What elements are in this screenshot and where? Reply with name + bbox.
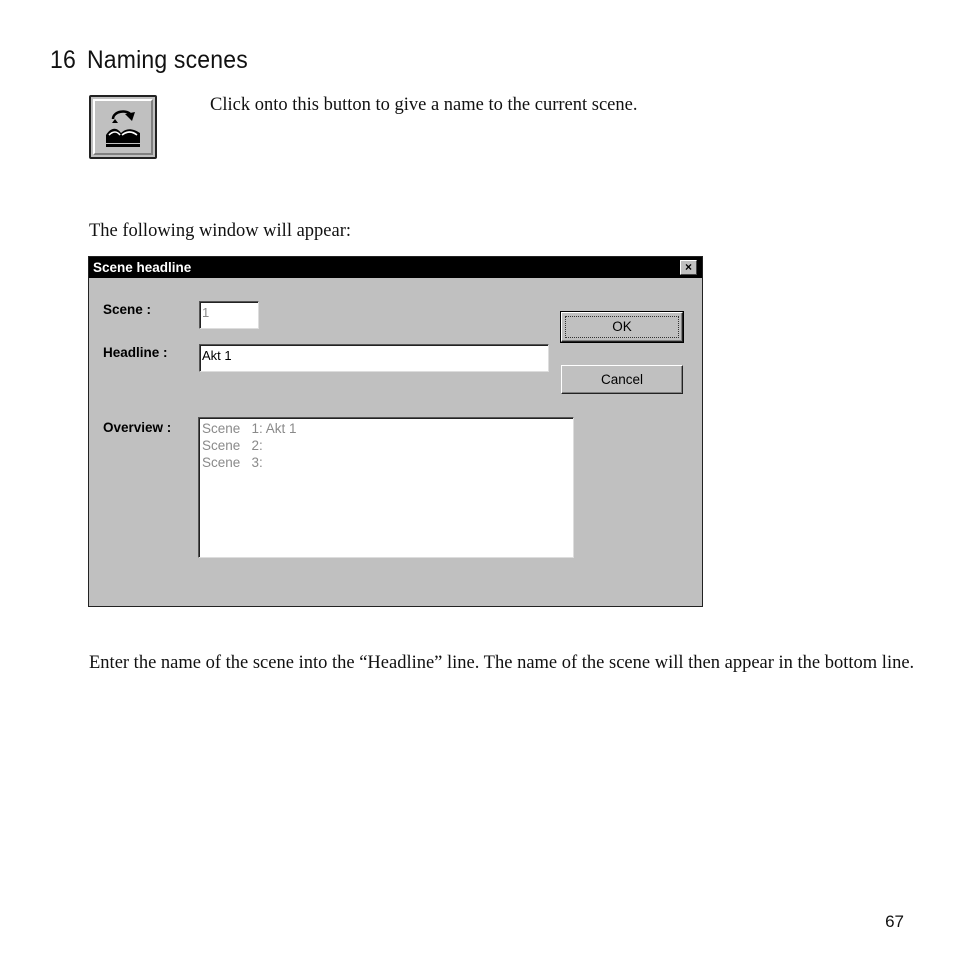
cancel-button[interactable]: Cancel bbox=[561, 365, 683, 394]
scene-number-field[interactable]: 1 bbox=[199, 301, 259, 329]
overview-list[interactable] bbox=[198, 417, 574, 558]
window-intro-text: The following window will appear: bbox=[89, 221, 352, 241]
headline-label: Headline : bbox=[103, 345, 168, 360]
list-item[interactable]: Scene 2: bbox=[202, 438, 263, 453]
scene-name-button-icon bbox=[103, 105, 143, 149]
scene-name-button[interactable] bbox=[89, 95, 157, 159]
headline-input[interactable]: Akt 1 bbox=[199, 344, 549, 372]
list-item[interactable]: Scene 3: bbox=[202, 455, 263, 470]
section-number: 16 bbox=[50, 46, 76, 74]
ok-button-label: OK bbox=[565, 316, 679, 338]
close-icon[interactable]: × bbox=[680, 260, 697, 275]
scene-label: Scene : bbox=[103, 302, 152, 317]
section-heading bbox=[50, 46, 248, 75]
dialog-titlebar bbox=[89, 257, 702, 278]
list-item[interactable]: Scene 1: Akt 1 bbox=[202, 421, 297, 436]
overview-label: Overview : bbox=[103, 420, 172, 435]
dialog-title: Scene headline bbox=[93, 260, 192, 275]
ok-button[interactable] bbox=[561, 312, 683, 342]
page-number: 67 bbox=[885, 912, 904, 931]
intro-text: Click onto this button to give a name to the current scene. bbox=[210, 95, 638, 115]
section-title: Naming scenes bbox=[87, 46, 248, 74]
closing-text: Enter the name of the scene into the “Headline” line. The name of the scene will then appear in the bottom line. bbox=[89, 653, 915, 673]
scene-headline-dialog bbox=[88, 256, 703, 607]
